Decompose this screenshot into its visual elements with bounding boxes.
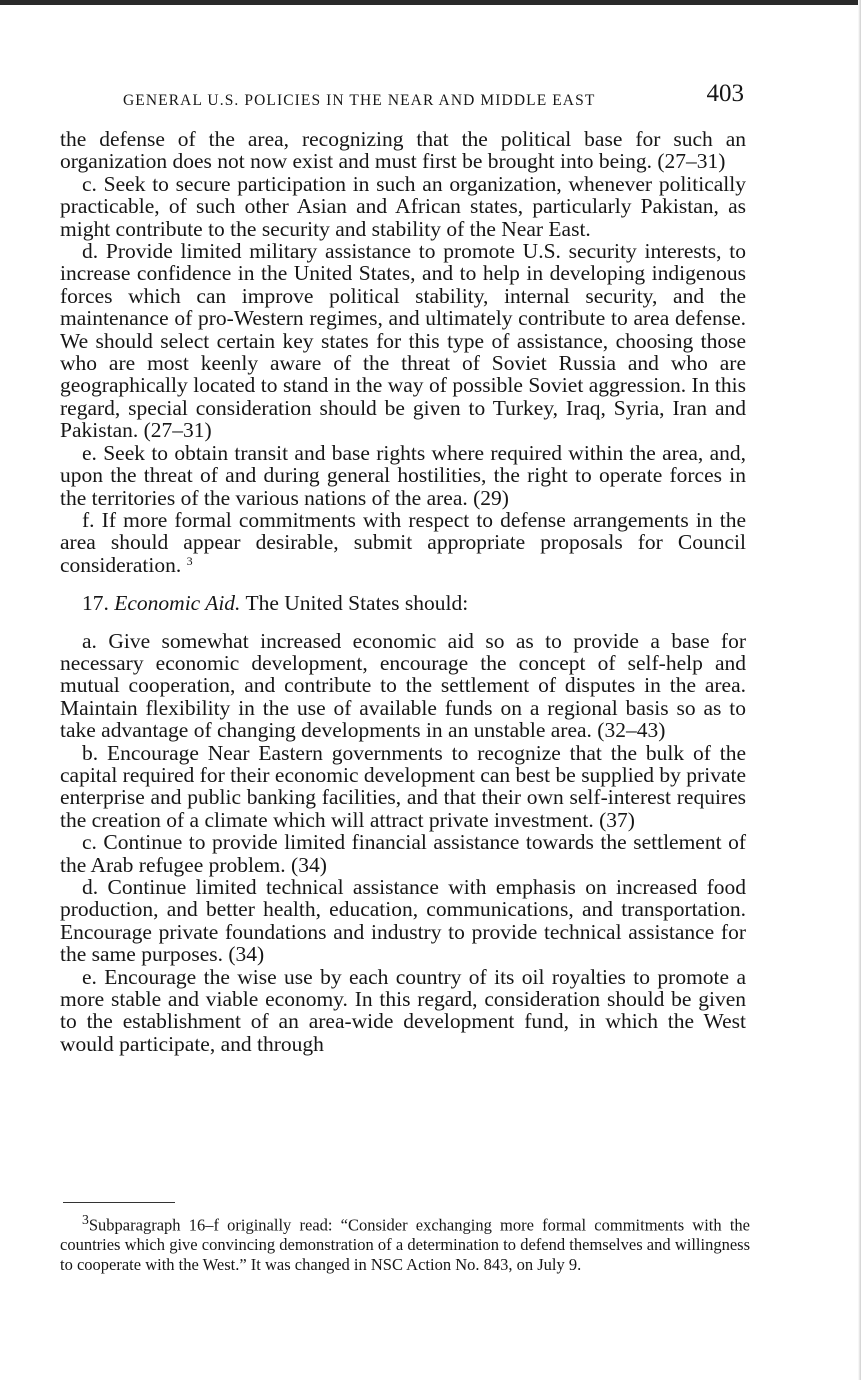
footnote-divider [63, 1202, 175, 1203]
main-text [60, 128, 746, 1055]
paragraph-17d: d. Continue limited technical assistance with emphasis on increased food production, and better health, education, communications, and transportation. Encourage private foundations and industry to provide technical assistance for the same purposes. (34) [60, 875, 746, 967]
paragraph-17c: c. Continue to provide limited financial assistance towards the settlement of the Arab refugee problem. (34) [60, 830, 746, 877]
section-title: Economic Aid. [114, 591, 241, 616]
top-border-rule [0, 0, 861, 5]
paragraph-17e: e. Encourage the wise use by each country of its oil royalties to promote a more stable and viable economy. In this regard, consideration should be given to the establishment of an area-wide development fund, in which the West would participate, and through [60, 964, 746, 1056]
section-17-heading [60, 592, 746, 614]
footnote-text: Subparagraph 16–f originally read: “Consider exchanging more formal commitments with the countries which give convincing demonstration of a determination to defend themselves and willingness to cooperate with the West.” It was changed in NSC Action No. 843, on July 9. [60, 1215, 750, 1274]
paragraph-17b: b. Encourage Near Eastern governments to recognize that the bulk of the capital required for their economic development can best be supplied by private enterprise and public banking facilities, and that their own self-interest requires the creation of a climate which will attract private investment. (37) [60, 740, 746, 832]
paragraph-17a: a. Give somewhat increased economic aid so as to provide a base for necessary economic development, encourage the concept of self-help and mutual cooperation, and contribute to the settlement of disputes in the area. Maintain flexibility in the use of available funds on a regional basis so as to take advantage of changing developments in an unstable area. (32–43) [60, 628, 746, 743]
footnote-3 [60, 1210, 750, 1274]
section-lead: The United States should: [245, 591, 469, 616]
paragraph-16f-text: f. If more formal commitments with respect to defense arrangements in the area should appear desirable, submit appropriate proposals for Council consideration. [60, 507, 746, 577]
section-number: 17. [82, 591, 109, 616]
paragraph-16d: d. Provide limited military assistance to promote U.S. security interests, to increase confidence in the United States, and to help in developing indigenous forces which can improve political stability, internal security, and the maintenance of pro-Western regimes, and ultimately contribute to area defense. We should select certain key states for this type of assistance, choosing those who are most keenly aware of the threat of Soviet Russia and who are geographically located to stand in the way of possible Soviet aggression. In this regard, special consideration should be given to Turkey, Iraq, Syria, Iran and Pakistan. (27–31) [60, 239, 746, 443]
paragraph-continued: the defense of the area, recognizing that the political base for such an organization does not now exist and must first be brought into being. (27–31) [60, 127, 746, 174]
paragraph-16c: c. Seek to secure participation in such an organization, whenever politically practicable, of such other Asian and African states, particularly Pakistan, as might contribute to the security and stability of the Near East. [60, 171, 746, 241]
page-number: 403 [706, 80, 744, 107]
page-header [60, 82, 744, 116]
footnote-marker: 3 [82, 1212, 89, 1227]
paragraph-16f [60, 509, 746, 576]
paragraph-16e: e. Seek to obtain transit and base rights where required within the area, and, upon the threat of and during general hostilities, the right to operate forces in the territories of the various nations of the area. (29) [60, 440, 746, 510]
footnotes [60, 1210, 750, 1274]
running-head: GENERAL U.S. POLICIES IN THE NEAR AND MIDDLE EAST [123, 92, 596, 109]
footnote-reference[interactable]: 3 [186, 553, 193, 568]
